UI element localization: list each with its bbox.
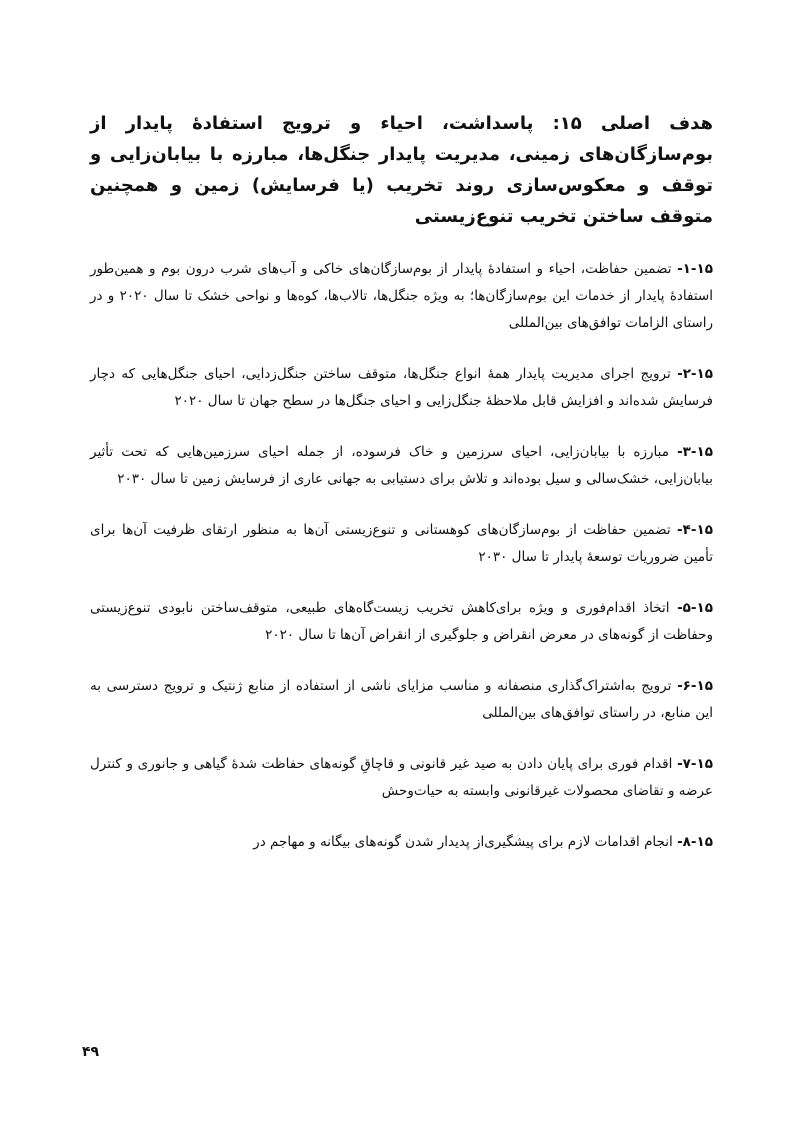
target-paragraph [90,673,713,727]
target-paragraph [90,517,713,571]
target-number: ۲-۱۵- [677,366,714,382]
target-number: ۱-۱۵- [677,261,713,277]
target-number: ۶-۱۵- [677,678,713,694]
page-number: ۴۹ [82,1044,100,1060]
target-paragraph [90,829,713,856]
target-number: ۷-۱۵- [677,756,713,772]
target-number: ۵-۱۵- [677,600,713,616]
target-text: انجام اقدامات لازم برای پیشگیری‌از پدیدار شدن گونه‌های بیگانه و مهاجم در [253,834,673,850]
target-paragraph [90,751,713,805]
target-paragraph [90,439,713,493]
target-paragraph [90,256,713,337]
target-text: اتخاذ اقدام‌فوری و ویژه برای‌کاهش تخریب زیست‌گاه‌های طبیعی، متوقف‌ساختن نابودی تنوع‌زیستی وحفاظت از گونه‌های در معرض انقراض و جلوگیری از انقراض آن‌ها تا سال ۲۰۲۰ [90,600,713,643]
page-content [90,108,713,880]
target-number: ۳-۱۵- [677,444,713,460]
target-number: ۴-۱۵- [677,522,713,538]
target-text: مبارزه با بیابان‌زایی، احیای سرزمین و خاک فرسوده، از جمله احیای سرزمین‌هایی که تحت تأثیر بیابان‌زایی، خشک‌سالی و سیل بوده‌اند و تلاش برای دستیابی به جهانی عاری از فرسایش زمین تا سال ۲۰۳۰ [90,444,713,487]
goal-heading: هدف اصلی ۱۵: پاسداشت، احیاء و ترویج استفادهٔ پایدار از بوم‌سازگان‌های زمینی، مدیریت پایدار جنگل‌ها، مبارزه با بیابان‌زایی و توقف و معکوس‌سازی روند تخریب (یا فرسایش) زمین و همچنین متوقف ساختن تخریب تنوع‌زیستی [90,113,713,227]
target-paragraph [90,361,713,415]
target-text: تضمین حفاظت از بوم‌سازگان‌های کوهستانی و تنوع‌زیستی آن‌ها به منظور ارتقای ظرفیت آن‌ها برای تأمین ضروریات توسعهٔ پایدار تا سال ۲۰۳۰ [90,522,713,565]
target-text: ترویج اجرای مدیریت پایدار همهٔ انواع جنگل‌ها، متوقف ساختن جنگل‌زدایی، احیای جنگل‌هایی که دچار فرسایش شده‌اند و افزایش قابل ملاحظهٔ جنگل‌زایی و احیای جنگل‌ها در سطح جهان تا سال ۲۰۲۰ [90,366,713,409]
target-text: ترویج به‌اشتراک‌گذاری منصفانه و مناسب مزایای ناشی از استفاده از منابع ژنتیک و ترویج دسترسی به این منابع، در راستای توافق‌های بین‌المللی [90,678,713,721]
target-text: تضمین حفاظت، احیاء و استفادهٔ پایدار از بوم‌سازگان‌های خاکی و آب‌های شرب درون بوم و همین‌طور استفادهٔ پایدار از خدمات این بوم‌سازگان‌ها؛ به ویژه جنگل‌ها، تالاب‌ها، کوه‌ها و نواحی خشک تا سال ۲۰۲۰ و در راستای الزامات توافق‌های بین‌المللی [90,261,713,331]
target-number: ۸-۱۵- [677,834,713,850]
target-text: اقدام فوری برای پایان دادن به صید غیر قانونی و قاچاقِ گونه‌های حفاظت شدهٔ گیاهی و جانوری و کنترل عرضه و تقاضای محصولات غیرقانونی وابسته به حیات‌وحش [90,756,713,799]
target-paragraph [90,595,713,649]
